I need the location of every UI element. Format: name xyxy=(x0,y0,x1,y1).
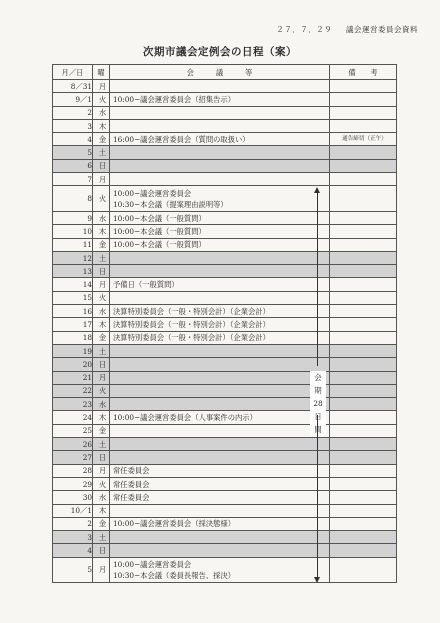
date-cell: 4 xyxy=(53,544,93,557)
date-cell: 12 xyxy=(53,251,93,264)
period-char: 間 xyxy=(314,425,322,434)
meeting-line: 常任委員会 xyxy=(113,492,150,502)
table-row xyxy=(53,358,397,371)
table-row xyxy=(53,371,397,384)
meeting-cell xyxy=(110,477,330,490)
meeting-cell xyxy=(110,557,330,583)
date-cell: 23 xyxy=(53,398,93,411)
table-row xyxy=(53,491,397,504)
meeting-cell xyxy=(110,225,330,238)
meeting-line: 10:00−議会運営委員会 xyxy=(113,559,192,569)
note-cell xyxy=(330,398,397,411)
table-row xyxy=(53,251,397,264)
meeting-cell xyxy=(110,331,330,344)
table-row xyxy=(53,517,397,530)
meeting-line: 10:00−本会議（一般質問） xyxy=(113,240,206,250)
note-cell xyxy=(330,384,397,397)
note-cell xyxy=(330,491,397,504)
date-cell: 19 xyxy=(53,344,93,357)
meeting-cell xyxy=(110,491,330,504)
weekday-cell: 土 xyxy=(93,438,110,451)
column-header-date: 月／日 xyxy=(53,65,93,80)
note-cell xyxy=(330,159,397,172)
meeting-cell xyxy=(110,159,330,172)
column-header-meeting: 会 議 等 xyxy=(110,65,330,80)
meeting-line: 常任委員会 xyxy=(113,479,150,489)
note-cell xyxy=(330,424,397,437)
note-cell xyxy=(330,106,397,119)
table-row xyxy=(53,238,397,251)
header-date: ２７．７．２９ xyxy=(276,25,333,34)
table-row xyxy=(53,225,397,238)
table-row xyxy=(53,211,397,224)
meeting-cell xyxy=(110,133,330,146)
table-row xyxy=(53,106,397,119)
table-row xyxy=(53,159,397,172)
date-cell: 8 xyxy=(53,186,93,212)
weekday-cell: 木 xyxy=(93,411,110,424)
table-row xyxy=(53,265,397,278)
date-cell: 15 xyxy=(53,291,93,304)
date-cell: 3 xyxy=(53,531,93,544)
note-cell xyxy=(330,358,397,371)
note-cell xyxy=(330,80,397,93)
table-header-row xyxy=(53,65,397,80)
note-cell xyxy=(330,173,397,186)
weekday-cell: 金 xyxy=(93,331,110,344)
weekday-cell: 金 xyxy=(93,133,110,146)
meeting-cell xyxy=(110,119,330,132)
schedule-body xyxy=(53,80,397,583)
note-cell xyxy=(330,251,397,264)
meeting-line: 予備日（一般質問） xyxy=(113,280,179,290)
meeting-cell xyxy=(110,173,330,186)
meeting-line: 10:00−本会議（一般質問） xyxy=(113,213,206,223)
date-cell: 18 xyxy=(53,331,93,344)
note-cell xyxy=(330,318,397,331)
meeting-line: 10:30−本会議（提案理由説明等） xyxy=(113,199,228,209)
note-cell xyxy=(330,291,397,304)
column-header-note: 備 考 xyxy=(330,65,397,80)
schedule-table xyxy=(52,64,397,583)
date-cell: 20 xyxy=(53,358,93,371)
table-row xyxy=(53,464,397,477)
meeting-cell xyxy=(110,504,330,517)
date-cell: 9 xyxy=(53,211,93,224)
meeting-line: 10:00−本会議（一般質問） xyxy=(113,226,206,236)
meeting-line: 10:00−議会運営委員会（採決態様） xyxy=(113,519,236,529)
note-cell xyxy=(330,438,397,451)
table-row xyxy=(53,438,397,451)
note-cell xyxy=(330,146,397,159)
meeting-cell xyxy=(110,265,330,278)
meeting-line: 10:00−議会運営委員会 xyxy=(113,188,192,198)
table-row xyxy=(53,451,397,464)
note-cell xyxy=(330,119,397,132)
table-row xyxy=(53,344,397,357)
note-cell: 通告締切（正午） xyxy=(330,133,397,146)
date-cell: 29 xyxy=(53,477,93,490)
weekday-cell: 火 xyxy=(93,384,110,397)
date-cell: 7 xyxy=(53,173,93,186)
note-cell xyxy=(330,265,397,278)
table-row xyxy=(53,318,397,331)
meeting-line: 常任委員会 xyxy=(113,466,150,476)
meeting-cell xyxy=(110,358,330,371)
meeting-line: 10:30−本会議（委員長報告、採決） xyxy=(113,570,236,580)
weekday-cell: 火 xyxy=(93,186,110,212)
date-cell: 2 xyxy=(53,106,93,119)
weekday-cell: 金 xyxy=(93,424,110,437)
period-char: 28 xyxy=(313,399,323,408)
meeting-cell xyxy=(110,278,330,291)
meeting-line: 10:00−議会運営委員会（人事案件の内示） xyxy=(113,413,257,423)
meeting-cell xyxy=(110,186,330,212)
table-row xyxy=(53,291,397,304)
date-cell: 9／1 xyxy=(53,93,93,106)
meeting-line: 決算特別委員会（一般・特別会計）（企業会計） xyxy=(113,333,270,343)
note-cell xyxy=(330,211,397,224)
weekday-cell: 日 xyxy=(93,544,110,557)
date-cell: 30 xyxy=(53,491,93,504)
note-cell xyxy=(330,477,397,490)
table-row xyxy=(53,557,397,583)
table-row xyxy=(53,544,397,557)
weekday-cell: 月 xyxy=(93,464,110,477)
weekday-cell: 日 xyxy=(93,159,110,172)
weekday-cell: 日 xyxy=(93,265,110,278)
note-cell xyxy=(330,544,397,557)
weekday-cell: 木 xyxy=(93,504,110,517)
date-cell: 24 xyxy=(53,411,93,424)
period-char: 日 xyxy=(314,412,322,421)
meeting-cell xyxy=(110,344,330,357)
table-row xyxy=(53,531,397,544)
note-cell xyxy=(330,344,397,357)
session-period-label xyxy=(310,371,326,436)
note-cell xyxy=(330,278,397,291)
note-cell xyxy=(330,225,397,238)
date-cell: 26 xyxy=(53,438,93,451)
period-char: 会 xyxy=(314,373,322,382)
date-cell: 21 xyxy=(53,371,93,384)
weekday-cell: 水 xyxy=(93,491,110,504)
date-cell: 22 xyxy=(53,384,93,397)
weekday-cell: 月 xyxy=(93,80,110,93)
weekday-cell: 月 xyxy=(93,278,110,291)
weekday-cell: 水 xyxy=(93,305,110,318)
meeting-cell xyxy=(110,80,330,93)
meeting-cell xyxy=(110,398,330,411)
weekday-cell: 木 xyxy=(93,318,110,331)
table-row xyxy=(53,411,397,424)
date-cell: 14 xyxy=(53,278,93,291)
meeting-cell xyxy=(110,238,330,251)
table-row xyxy=(53,384,397,397)
meeting-cell xyxy=(110,371,330,384)
weekday-cell: 火 xyxy=(93,477,110,490)
table-row xyxy=(53,305,397,318)
date-cell: 5 xyxy=(53,146,93,159)
meeting-cell xyxy=(110,531,330,544)
weekday-cell: 火 xyxy=(93,93,110,106)
weekday-cell: 金 xyxy=(93,517,110,530)
note-cell xyxy=(330,371,397,384)
table-row xyxy=(53,477,397,490)
note-cell xyxy=(330,93,397,106)
weekday-cell: 土 xyxy=(93,531,110,544)
date-cell: 16 xyxy=(53,305,93,318)
meeting-cell xyxy=(110,411,330,424)
table-row xyxy=(53,173,397,186)
weekday-cell: 土 xyxy=(93,146,110,159)
meeting-cell xyxy=(110,451,330,464)
weekday-cell: 水 xyxy=(93,106,110,119)
note-cell xyxy=(330,451,397,464)
period-line-bottom xyxy=(317,415,318,579)
date-cell: 28 xyxy=(53,464,93,477)
date-cell: 8／31 xyxy=(53,80,93,93)
date-cell: 6 xyxy=(53,159,93,172)
table-row xyxy=(53,186,397,212)
meeting-cell xyxy=(110,544,330,557)
note-cell xyxy=(330,186,397,212)
table-row xyxy=(53,424,397,437)
arrow-down-icon xyxy=(314,577,320,583)
meeting-cell xyxy=(110,384,330,397)
date-cell: 10／1 xyxy=(53,504,93,517)
weekday-cell: 月 xyxy=(93,371,110,384)
meeting-cell xyxy=(110,318,330,331)
note-cell xyxy=(330,517,397,530)
meeting-cell xyxy=(110,251,330,264)
note-cell xyxy=(330,305,397,318)
meeting-cell xyxy=(110,464,330,477)
table-row xyxy=(53,80,397,93)
note-cell xyxy=(330,531,397,544)
table-row xyxy=(53,146,397,159)
weekday-cell: 日 xyxy=(93,358,110,371)
meeting-cell xyxy=(110,291,330,304)
weekday-cell: 月 xyxy=(93,173,110,186)
period-char: 期 xyxy=(314,386,322,395)
weekday-cell: 金 xyxy=(93,238,110,251)
note-cell xyxy=(330,238,397,251)
weekday-cell: 土 xyxy=(93,344,110,357)
date-cell: 17 xyxy=(53,318,93,331)
table-row xyxy=(53,398,397,411)
meeting-cell xyxy=(110,424,330,437)
weekday-cell: 土 xyxy=(93,251,110,264)
meeting-line: 決算特別委員会（一般・特別会計）（企業会計） xyxy=(113,319,270,329)
weekday-cell: 火 xyxy=(93,291,110,304)
date-cell: 4 xyxy=(53,133,93,146)
date-cell: 10 xyxy=(53,225,93,238)
table-row xyxy=(53,331,397,344)
weekday-cell: 木 xyxy=(93,225,110,238)
date-cell: 13 xyxy=(53,265,93,278)
meeting-cell xyxy=(110,211,330,224)
date-cell: 5 xyxy=(53,557,93,583)
column-header-weekday: 曜 xyxy=(93,65,110,80)
meeting-cell xyxy=(110,517,330,530)
meeting-cell xyxy=(110,106,330,119)
table-row xyxy=(53,93,397,106)
table-row xyxy=(53,278,397,291)
date-cell: 3 xyxy=(53,119,93,132)
weekday-cell: 木 xyxy=(93,119,110,132)
meeting-line: 10:00−議会運営委員会（招集告示） xyxy=(113,94,236,104)
date-cell: 27 xyxy=(53,451,93,464)
date-cell: 2 xyxy=(53,517,93,530)
note-cell xyxy=(330,464,397,477)
table-row xyxy=(53,504,397,517)
period-line-top xyxy=(317,191,318,366)
weekday-cell: 水 xyxy=(93,398,110,411)
document-header xyxy=(276,24,418,35)
meeting-cell xyxy=(110,438,330,451)
meeting-line: 決算特別委員会（一般・特別会計）（企業会計） xyxy=(113,306,270,316)
session-period-indicator xyxy=(310,187,326,583)
note-cell xyxy=(330,331,397,344)
meeting-cell xyxy=(110,93,330,106)
meeting-cell xyxy=(110,305,330,318)
header-doc-label: 議会運営委員会資料 xyxy=(346,25,418,34)
note-cell xyxy=(330,411,397,424)
meeting-line: 16:00−議会運営委員会（質問の取扱い） xyxy=(113,134,250,144)
meeting-cell xyxy=(110,146,330,159)
note-cell xyxy=(330,557,397,583)
weekday-cell: 水 xyxy=(93,211,110,224)
date-cell: 25 xyxy=(53,424,93,437)
note-cell xyxy=(330,504,397,517)
table-row xyxy=(53,119,397,132)
date-cell: 11 xyxy=(53,238,93,251)
weekday-cell: 月 xyxy=(93,557,110,583)
weekday-cell: 日 xyxy=(93,451,110,464)
document-title: 次期市議会定例会の日程（案） xyxy=(143,46,297,58)
table-row xyxy=(53,133,397,146)
